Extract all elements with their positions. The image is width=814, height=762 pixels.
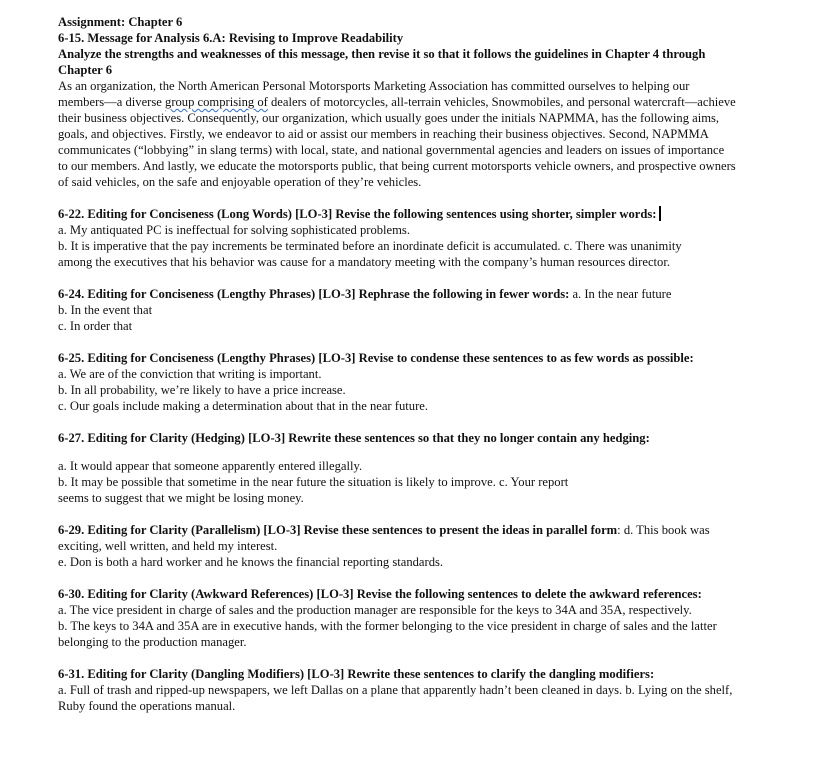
message-line-3: their business objectives. Consequently, our organization, which usually goes under the initials NAPMMA, has the following aims, (58, 111, 720, 125)
message-line-2 (58, 94, 802, 110)
exercise-6-24-line-1: b. In the event that (58, 303, 153, 317)
exercise-6-29-heading: 6-29. Editing for Clarity (Parallelism) [LO-3] Revise these sentences to present the ideas in parallel form (58, 523, 618, 537)
exercise-6-25-line-3: c. Our goals include making a determination about that in the near future. (58, 399, 428, 413)
exercise-6-22-heading-line (58, 206, 802, 222)
exercise-6-29-heading-line (58, 522, 802, 538)
exercise-6-29-line-2: e. Don is both a hard worker and he knows the financial reporting standards. (58, 555, 444, 569)
exercise-6-30-line-1: a. The vice president in charge of sales and the production manager are responsible for the keys to 34A and 35A, respectively. (58, 603, 692, 617)
exercise-6-24-heading: 6-24. Editing for Conciseness (Lengthy Phrases) [LO-3] Rephrase the following in fewer words: (58, 287, 570, 301)
exercise-6-27-line-3: seems to suggest that we might be losing money. (58, 491, 304, 505)
exercise-6-27-line-1: a. It would appear that someone apparently entered illegally. (58, 459, 363, 473)
exercise-6-29-item-d: : d. This book was (617, 523, 710, 537)
message-line-1: As an organization, the North American Personal Motorsports Marketing Association has committed ourselves to helping our (58, 79, 690, 93)
instruction-line-1: Analyze the strengths and weaknesses of this message, then revise it so that it follows the guidelines in Chapter 4 through (58, 47, 706, 61)
message-line-2-end: dealers of motorcycles, all-terrain vehicles, Snowmobiles, and personal watercraft—achieve (267, 95, 736, 109)
message-line-5: communicates (“lobbying” in slang terms) with local, state, and national governmental agencies and leaders on issues of importance (58, 143, 725, 157)
exercise-6-27-line-2: b. It may be possible that sometime in the near future the situation is likely to improve. c. Your report (58, 475, 569, 489)
exercise-6-30-line-3: belonging to the production manager. (58, 635, 247, 649)
exercise-6-27-heading: 6-27. Editing for Clarity (Hedging) [LO-3] Rewrite these sentences so that they no longer contain any hedging: (58, 431, 650, 445)
exercise-6-24-heading-line (58, 286, 802, 302)
message-line-6: to our members. And lastly, we educate the motorsports public, that being current motorsports vehicle owners, and prospective owners (58, 159, 736, 173)
message-line-7: of said vehicles, on the safe and enjoyable operation of they’re vehicles. (58, 175, 422, 189)
exercise-6-22-heading: 6-22. Editing for Conciseness (Long Words) [LO-3] Revise the following sentences using shorter, simpler words: (58, 207, 657, 221)
instruction-line-2: Chapter 6 (58, 63, 112, 77)
message-line-4: goals, and objectives. Firstly, we endeavor to aid or assist our members in reaching their business objectives. Second, NAPMMA (58, 127, 709, 141)
exercise-6-29-line-1: exciting, well written, and held my interest. (58, 539, 278, 553)
text-cursor (659, 206, 661, 221)
assignment-title: Assignment: Chapter 6 (58, 15, 183, 29)
exercise-6-31-line-2: Ruby found the operations manual. (58, 699, 236, 713)
exercise-6-31-line-1: a. Full of trash and ripped-up newspapers, we left Dallas on a plane that apparently hadn’t been cleaned in days. b. Lying on the shelf, (58, 683, 733, 697)
exercise-6-25-line-2: b. In all probability, we’re likely to have a price increase. (58, 383, 346, 397)
exercise-6-30-heading: 6-30. Editing for Clarity (Awkward References) [LO-3] Revise the following sentences to delete the awkward references: (58, 587, 702, 601)
exercise-6-30-line-2: b. The keys to 34A and 35A are in executive hands, with the former belonging to the vice president in charge of sales and the latter (58, 619, 717, 633)
exercise-6-25-heading: 6-25. Editing for Conciseness (Lengthy Phrases) [LO-3] Revise to condense these sentences to as few words as possible: (58, 351, 694, 365)
message-line-2-start: members—a diverse (58, 95, 166, 109)
exercise-6-15-title: 6-15. Message for Analysis 6.A: Revising to Improve Readability (58, 31, 404, 45)
exercise-6-22-line-3: among the executives that his behavior was cause for a mandatory meeting with the company’s human resources director. (58, 255, 671, 269)
exercise-6-24-line-2: c. In order that (58, 319, 133, 333)
exercise-6-25-line-1: a. We are of the conviction that writing is important. (58, 367, 322, 381)
exercise-6-22-line-2: b. It is imperative that the pay increments be terminated before an inordinate deficit is accumulated. c. There was unanimity (58, 239, 682, 253)
exercise-6-22-line-1: a. My antiquated PC is ineffectual for solving sophisticated problems. (58, 223, 410, 237)
exercise-6-24-item-a: a. In the near future (569, 287, 672, 301)
exercise-6-31-heading: 6-31. Editing for Clarity (Dangling Modifiers) [LO-3] Rewrite these sentences to clarify the dangling modifiers: (58, 667, 655, 681)
document-page (58, 14, 802, 714)
grammar-flagged-phrase: group comprising of (165, 95, 268, 109)
